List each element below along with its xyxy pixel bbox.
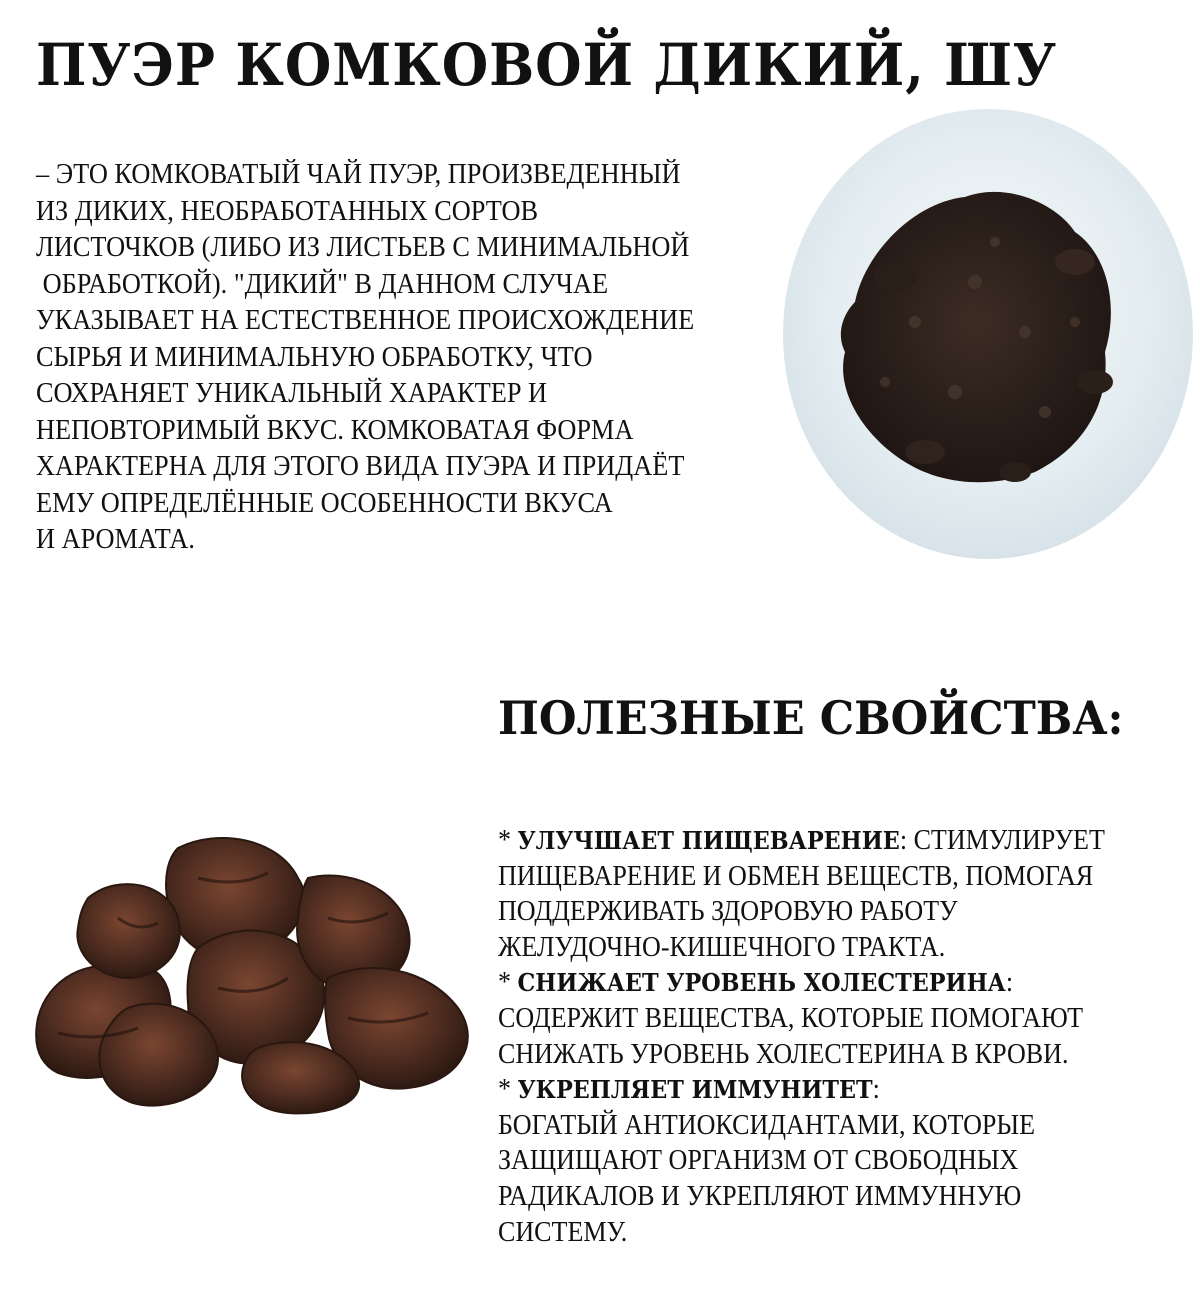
benefit-heading: СНИЖАЕТ УРОВЕНЬ ХОЛЕСТЕРИНА [517,968,1006,998]
tea-pile-image [28,818,488,1118]
intro-line: ОБРАБОТКОЙ). "ДИКИЙ" В ДАННОМ СЛУЧАЕ [36,268,609,300]
intro-line: И АРОМАТА. [36,524,196,555]
intro-line: ЛИСТОЧКОВ (ЛИБО ИЗ ЛИСТЬЕВ С МИНИМАЛЬНОЙ [36,232,690,263]
tea-plate-image [775,102,1200,562]
bullet: * [498,967,518,999]
intro-line: – ЭТО КОМКОВАТЫЙ ЧАЙ ПУЭР, ПРОИЗВЕДЕННЫЙ [36,159,681,190]
benefit-line: РАДИКАЛОВ И УКРЕПЛЯЮТ ИММУННУЮ [498,1180,1022,1212]
benefits-list [498,823,1149,1250]
benefit-heading: УКРЕПЛЯЕТ ИММУНИТЕТ [517,1075,873,1105]
intro-line: ЕМУ ОПРЕДЕЛЁННЫЕ ОСОБЕННОСТИ ВКУСА [36,487,613,519]
benefit-line: ПОДДЕРЖИВАТЬ ЗДОРОВУЮ РАБОТУ [498,896,958,928]
benefit-line: СИСТЕМУ. [498,1216,628,1248]
intro-line: ИЗ ДИКИХ, НЕОБРАБОТАННЫХ СОРТОВ [36,195,539,227]
benefit-line: СНИЖАТЬ УРОВЕНЬ ХОЛЕСТЕРИНА В КРОВИ. [498,1038,1069,1070]
benefits-title: ПОЛЕЗНЫЕ СВОЙСТВА: [498,691,1124,745]
benefit-item [498,965,1149,1072]
benefit-line: СОДЕРЖИТ ВЕЩЕСТВА, КОТОРЫЕ ПОМОГАЮТ [498,1002,1084,1034]
benefit-text: : СТИМУЛИРУЕТ [899,825,1105,856]
benefit-item [498,823,1149,965]
benefit-line [498,1072,1149,1108]
benefit-line [498,823,1149,859]
benefit-line: ПИЩЕВАРЕНИЕ И ОБМЕН ВЕЩЕСТВ, ПОМОГАЯ [498,860,1094,892]
benefit-text: : [1005,967,1014,999]
page-title: ПУЭР КОМКОВОЙ ДИКИЙ, ШУ [36,31,1058,99]
benefit-item [498,1072,1149,1250]
benefit-line: ЗАЩИЩАЮТ ОРГАНИЗМ ОТ СВОБОДНЫХ [498,1145,1019,1177]
benefit-line [498,965,1149,1001]
benefit-heading: УЛУЧШАЕТ ПИЩЕВАРЕНИЕ [517,826,900,855]
intro-line: УКАЗЫВАЕТ НА ЕСТЕСТВЕННОЕ ПРОИСХОЖДЕНИЕ [36,305,695,336]
benefit-line: БОГАТЫЙ АНТИОКСИДАНТАМИ, КОТОРЫЕ [498,1109,1036,1141]
benefit-text: : [872,1074,880,1106]
intro-line: СЫРЬЯ И МИНИМАЛЬНУЮ ОБРАБОТКУ, ЧТО [36,341,593,373]
bullet: * [498,1074,518,1106]
intro-line: НЕПОВТОРИМЫЙ ВКУС. КОМКОВАТАЯ ФОРМА [36,414,634,446]
intro-text [36,157,732,559]
bullet: * [498,825,518,856]
intro-line: ХАРАКТЕРНА ДЛЯ ЭТОГО ВИДА ПУЭРА И ПРИДАЁТ [36,451,685,482]
intro-line: СОХРАНЯЕТ УНИКАЛЬНЫЙ ХАРАКТЕР И [36,378,548,409]
benefit-line: ЖЕЛУДОЧНО-КИШЕЧНОГО ТРАКТА. [498,931,946,963]
